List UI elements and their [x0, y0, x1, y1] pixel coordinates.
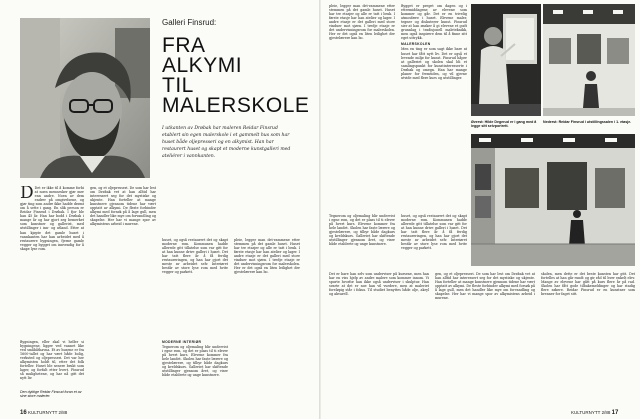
title-line-3: TIL [162, 74, 194, 97]
left-footer [20, 410, 67, 416]
column-5-text: Tegnerom og oljemaling blir undervist i egne rom, og det er plass til ti elever på hvert kurs. Elevene kommer fra hele landet. Skolen har faste lærere og gjestelærere, og tilbyr både dagkurs og kveldskurs. Galleriet har skiftende utstillinger gjennom året, og viser både etablerte og unge kunstnere. [162, 345, 228, 378]
article-intro: I utkanten av Drøbak har maleren Reidar Finsrud etablert sin egen malerskole i et gammelt hus som har huset både oljepresseri og en alkymist. Han har restaurert huset og skapt et moderne kunstgalleri med ateliérer i vannkanten. [162, 126, 291, 159]
right-body-column-6 [435, 272, 535, 406]
left-page-number: 16 [20, 410, 27, 416]
portrait-photo [20, 18, 150, 178]
left-page [0, 0, 319, 419]
article-byline: Galleri Finsrud: [162, 18, 217, 27]
body-column-5 [234, 238, 300, 400]
body-column-2 [20, 340, 84, 386]
left-photo-caption: Den dyktige Reidar Finsrud foran et av sine store malerier. [20, 390, 82, 399]
photo-gallery-image [543, 4, 635, 116]
subheading-malerskolen: MALERSKOLEN [401, 42, 431, 47]
column-2-text: Bygningen, eller skal vi heller si bygningene, ligger ved vannet like ved småbåthavna. Et av husene er fra 1600-tallet og har vært både bolig, verksted og oljepresseri. Det var her alkymisten holdt til, etter det folk forteller. Huset ble senere brukt som lager, og forfalt etter hvert. Finsrud så mulighetene, og har nå gitt det nytt liv. [20, 340, 84, 381]
photo-gallery-interior [471, 134, 635, 266]
body-column-3 [90, 186, 156, 398]
subheading-modern-interior: MODERNE INTERIØR [162, 340, 202, 344]
left-footer-magazine: KULTURNYTT 2/88 [27, 410, 68, 415]
column-1-text: Det er ikke til å komme forbi at noen mennesker gjør mer enn andre. Noen av dem endrer på omgivelsene, og gjør ting som andre ikke hadde drømt om å sette i gang. En slik person er Reidar Finsrud i Drøbak. I fjor ble han 45 år. Han har bodd i Drøbak i mange år og har gjort seg bemerket som kunstner og gallerist, med utstillinger i inn- og utland. Etter at han kjøpte det gamle huset i vannkanten har han arbeidet med å restaurere bygningen, fjerne gamle vegger og bygget om innvendig for å skape lyse rom. [20, 186, 84, 251]
photo-painter-image [471, 4, 541, 116]
photo-painter-woman [471, 4, 541, 116]
right-body-column-4 [401, 214, 467, 266]
right-body-column-7 [541, 272, 635, 406]
right-column-3-text: Men en ting er som sagt ikke bare at huset har fått nytt liv. Det er også et levende miljø for kunst. Finsrud håper at galleriet og skolen skal bli et samlingspunkt for kunstinteresserte i Drøbak og omegn. Han har mange planer for fremtiden, og vil gjerne utvide med flere kurs og utstillinger. [401, 47, 467, 80]
right-column-2-text: Bygget er preget om dagen og i ettermiddagene av elevene som kommer og går. Det er en trivelig atmosfære i huset. Elevene maler, tegner og diskuterer kunst. Finsrud sier at han ønsker å gi elevene et godt grunnlag i tradisjonell maleteknikk, men også inspirere dem til å finne sitt eget uttrykk. [401, 4, 467, 41]
right-column-7-text: gen, og et oljepresseri. De som har lest om Drøbak vet at han alltid har interessert seg for det mystiske og ukjente. Han forteller at mange kunstnere gjennom tidene har vært opptatt av alkymi. De fleste forbinder alkymi med forsøk på å lage gull, men det handler like mye om forvandling og skapelse. Her har vi mange spor av alkymistens arbeid i murene. [435, 272, 535, 301]
right-body-column-3 [329, 214, 395, 266]
body-column-4b [162, 338, 228, 400]
right-column-6-text: Det er bare han selv som underviser på kursene, men han har en viss hjelp av andre malere som kommer innom. Vi spurte hvorfor han ikke også underviser i skulptur. Han svarte at det er noe han vil vurdere, men at maleriet foreløpig står i fokus. Til studiet benyttes både olje, akryl og akvarell. [329, 272, 429, 297]
photo-gallery-room [543, 4, 635, 116]
title-line-1: FRA [162, 34, 206, 57]
article-title [162, 36, 309, 116]
right-page-number: 17 [611, 410, 619, 416]
column-4-text: huset, og også restaurert det og skapt moderne rom. Kommunen hadde allerede gitt tillatelse som var gitt for at han kunne drive galleri i huset. Det har tatt flere år å få ferdig restaureringen, og han har gjort det meste av arbeidet selv. Interiøret består av store lyse rom med hvite vegger og parkett. [162, 238, 228, 275]
right-column-8-text: skolen, men dette er det beste kunsten har gitt. Det fortelles at han går rundt og gir råd til hver enkelt elev. Mange av elevene har gått på kurs flere år på rad. Skolen har fått gode tilbakemeldinger og har stadig flere søkere. Reidar Finsrud er en kunstner som brenner for faget sitt. [541, 272, 635, 297]
right-page [321, 0, 640, 419]
right-footer-magazine: KULTURNYTT 2/88 [571, 410, 611, 415]
right-body-column-2 [401, 4, 467, 212]
right-body-column-1 [329, 4, 395, 212]
photo-gallery-interior-image [471, 134, 635, 266]
right-column-5-text: huset, og også restaurert det og skapt moderne rom. Kommunen hadde allerede gitt tillatelse som var gitt for at han kunne drive galleri i huset. Det har tatt flere år å få ferdig restaureringen, og han har gjort det meste av arbeidet selv. Interiøret består av store lyse rom med hvite vegger og parkett. [401, 214, 467, 251]
body-column-1 [20, 186, 84, 338]
right-photo-caption-bottom: Nederst: Reidar Finsrud i utstillingssalen i 1. etasje. [543, 120, 632, 124]
portrait-image [20, 18, 150, 178]
column-6-text: pleie, legger man det-rammene etter stemmen på det gamle huset. Huset har tre etasjer og alle er tatt i bruk. I første etasje har han atelier og lager. I andre etasje er det galleri med store vinduer mot sjøen. I tredje etasje er det undervisningsrom for malerskolen. Her er det også en liten leilighet der gjestelærere kan bo. [234, 238, 300, 275]
right-footer [571, 410, 618, 416]
right-photo-caption-top: Øverst: Hilde Degerud er i gang med å legge sitt selvportrett. [471, 120, 537, 129]
right-body-column-5 [329, 272, 429, 406]
drop-cap: D [20, 186, 34, 203]
body-column-4 [162, 238, 228, 338]
title-line-2: ALKYMI [162, 54, 243, 77]
right-column-1-text: pleie, legger man det-rammene etter stemmen på det gamle huset. Huset har tre etasjer og alle er tatt i bruk. I første etasje har han atelier og lager. I andre etasje er det galleri med store vinduer mot sjøen. I tredje etasje er det undervisningsrom for malerskolen. Her er det også en liten leilighet der gjestelærere kan bo. [329, 4, 395, 41]
title-line-4: MALERSKOLE [162, 94, 310, 117]
right-column-4-text: Tegnerom og oljemaling blir undervist i egne rom, og det er plass til ti elever på hvert kurs. Elevene kommer fra hele landet. Skolen har faste lærere og gjestelærere, og tilbyr både dagkurs og kveldskurs. Galleriet har skiftende utstillinger gjennom året, og viser både etablerte og unge kunstnere. [329, 214, 395, 247]
column-3-text: gen, og et oljepresseri. De som har lest om Drøbak vet at han alltid har interessert seg for det mystiske og ukjente. Han forteller at mange kunstnere gjennom tidene har vært opptatt av alkymi. De fleste forbinder alkymi med forsøk på å lage gull, men det handler like mye om forvandling og skapelse. Her har vi mange spor av alkymistens arbeid i murene. [90, 186, 156, 227]
